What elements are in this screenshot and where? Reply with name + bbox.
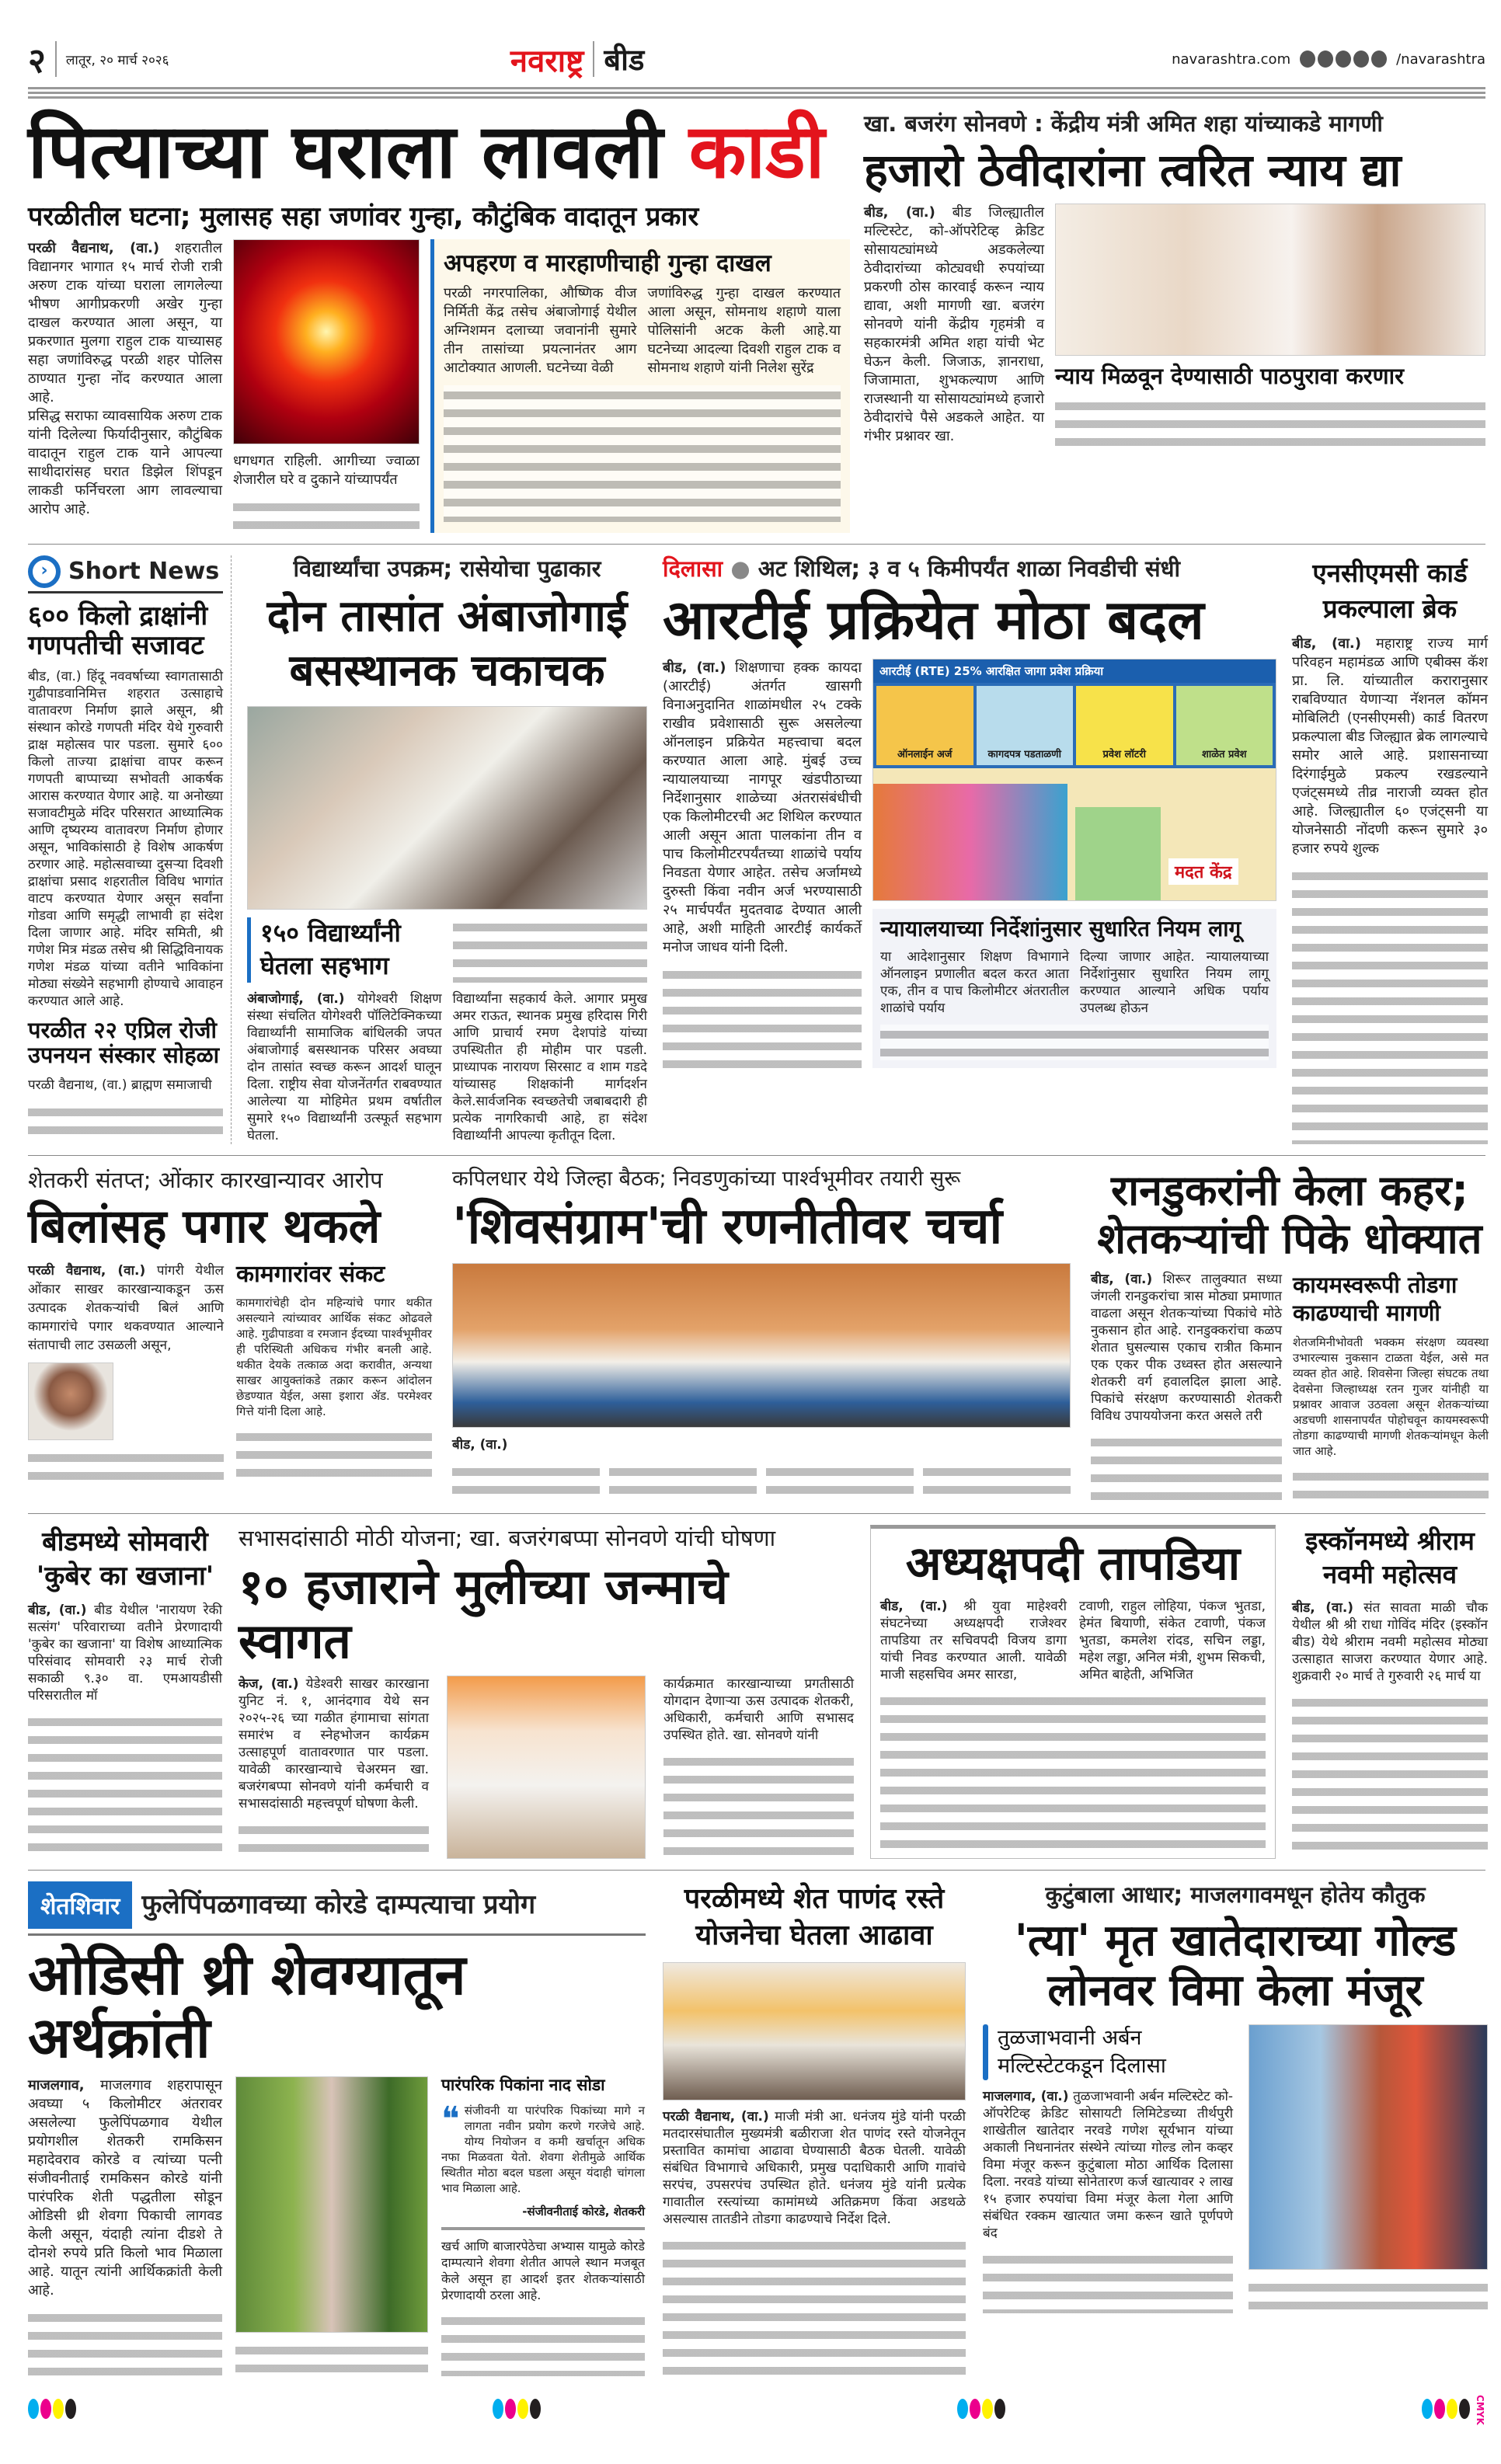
iskcon-article	[1292, 1525, 1488, 1859]
dateline: केज, (वा.)	[239, 1676, 299, 1692]
dateline: बीड, (वा.)	[1091, 1271, 1153, 1287]
text-filler	[233, 497, 420, 533]
kicker: कपिलधार येथे जिल्हा बैठक; निवडणुकांच्या पार्श्वभूमीवर तयारी सुरू	[452, 1166, 961, 1191]
paragraph: माजी मंत्री आ. धनंजय मुंडे यांनी परळी मतदारसंघातील मुख्यमंत्री बळीराजा शेत पाणंद रस्ते योजनेतून प्रस्तावित कामांचा आढावा घेण्यासाठी बैठक घेतली. यावेळी संबंधित विभागाचे अधिकारी, प्रमुख पदाधिकारी आणि गावांचे सरपंच, उपसरपंच उपस्थित होते. धनंजय मुंडे यांनी प्रत्येक गावातील रस्त्यांच्या कामांमध्ये अतिक्रमण किंवा अडथळे असल्यास तातडीने तोडगा काढण्याचे निर्देश दिले.	[663, 2108, 966, 2227]
article-body	[28, 2076, 222, 2300]
article-body	[983, 2088, 1233, 2242]
section-label: शेतशिवार	[28, 1881, 132, 1929]
text-filler	[441, 2311, 645, 2376]
short-news-title: परळीत २२ एप्रिल रोजी उपनयन संस्कार सोहळा	[28, 1016, 220, 1069]
step-online: ऑनलाईन अर्ज	[876, 686, 973, 765]
subhead-col-1: या आदेशानुसार शिक्षण विभागाने ऑनलाइन प्रणालीत बदल करत आता एक, तीन व पाच किलोमीटर अंतरातील शाळांचे पर्याय	[880, 949, 1069, 1017]
edition: बीड	[604, 43, 645, 77]
text-filler	[28, 1448, 224, 1484]
text-filler	[28, 2308, 222, 2376]
text-filler	[880, 1025, 1269, 1060]
headline: रानडुकरांनी केला कहर; शेतकऱ्यांची पिके धोक्यात	[1097, 1165, 1482, 1263]
text-filler	[1292, 866, 1488, 1144]
headline: हजारो ठेवीदारांना त्वरित न्याय द्या	[864, 143, 1402, 197]
social-icons	[1300, 50, 1387, 68]
text-filler	[235, 2340, 428, 2376]
paragraph: संत सावता माळी चौक येथील श्री श्री राधा गोविंद मंदिर (इस्कॉन बीड) येथे श्रीराम नवमी महोत्सव मोठ्या उत्साहात साजरा करण्यात येणार आहे. शुक्रवारी २० मार्च ते गुरुवारी २६ मार्च या	[1292, 1600, 1489, 1685]
masthead	[28, 36, 1485, 82]
quote-author: -संजीवनीताई कोरडे, शेतकरी	[522, 2204, 645, 2219]
headline: परळीमध्ये शेत पाणंद रस्ते योजनेचा घेतला आढावा	[684, 1882, 945, 1951]
subhead-box	[872, 909, 1276, 1068]
text-filler	[1292, 1693, 1488, 1859]
text-filler	[983, 2250, 1233, 2313]
article-body-2: विद्यार्थ्यांना सहकार्य केले. आगार प्रमुख अमर राऊत, स्थानक प्रमुख हरिदास गिरी आणि प्राचार्य रमण देशपांडे यांच्या उपस्थितीत ही मोहीम पार पडली. प्राध्यापक नारायण सिरसाट व शाम गडदे यांच्यासह शिक्षकांनी मार्गदर्शन केले.सार्वजनिक स्वच्छतेची जबाबदारी ही प्रत्येक नागरिकाची आहे, हा संदेश विद्यार्थ्यांनी आपल्या कृतीतून दिला.	[452, 990, 647, 1143]
text-filler	[663, 1752, 854, 1859]
subhead: तुळजाभवानी अर्बन मल्टिस्टेटकडून दिलासा	[998, 2025, 1166, 2078]
text-filler	[239, 1820, 429, 1859]
box-col-1: परळी नगरपालिका, औष्णिक वीज निर्मिती केंद्र तसेच अंबाजोगाई येथील अग्निशमन दलाच्या जवानांनी सुमारे तीन तासांच्या प्रयत्नानंतर आग आटोक्यात आणली. घटनेच्या वेळी	[444, 285, 637, 377]
paragraph: बीड जिल्ह्यातील मल्टिस्टेट, को-ऑपरेटिव्ह क्रेडिट सोसायट्यांमध्ये अडकलेल्या ठेवीदारांच्या कोट्यवधी रुपयांच्या प्रकरणी ठोस कारवाई करून न्याय द्यावा, अशी मागणी खा. बजरंग सोनवणे यांनी केंद्रीय गृहमंत्री व सहकारमंत्री अमित शहा यांची भेट घेऊन केली. जिजाऊ, ज्ञानराधा, जिजामाता, शुभकल्याण आणि राजस्थानी या सोसायट्यांमध्ये हजारो ठेवीदारांचे पैसे अडकले आहेत. या गंभीर प्रश्नावर खा.	[864, 204, 1044, 444]
help-desk-label: मदत केंद्र	[1168, 858, 1238, 885]
text-filler	[453, 917, 648, 982]
text-filler	[1249, 2278, 1488, 2313]
article-body	[663, 2108, 966, 2228]
short-news-body: बीड, (वा.) हिंदू नववर्षाच्या स्वागतासाठी गुढीपाडवानिमित्त शहरात उत्साहाचे वातावरण निर्माण झाले असून, श्री संस्थान कोरडे गणपती मंदिर येथे गुरुवारी द्राक्ष महोत्सव पार पडला. सुमारे ६०० किलो ताज्या द्राक्षांचा वापर करून गणपती बाप्पाच्या सभोवती आकर्षक आरास करण्यात येणार आहे. या अनोख्या सजावटीमुळे मंदिर परिसरात आध्यात्मिक आणि दृष्यरम्य वातावरण निर्माण होणार असून, भाविकांसाठी हे विशेष आकर्षण ठरणार आहे. महोत्सवाच्या दुसऱ्या दिवशी द्राक्षांचा प्रसाद शहरातील विविध भागांत वाटप करण्यात येणार असून सर्वांना गोडवा आणि समृद्धी लाभावी हा संदेश दिला जाणार आहे. मंदिर समिती, श्री गणेश मित्र मंडळ तसेच श्री सिद्धिविनायक गणेश मंडळ यांच्या वतीने भाविकांना मोठ्या संख्येने सहभागी होण्याचे आवाहन करण्यात आले आहे.	[28, 668, 223, 1009]
page-number: २	[28, 41, 46, 81]
dateline: परळी वैद्यनाथ, (वा.)	[28, 239, 160, 256]
text-filler	[1293, 1467, 1489, 1502]
quote-title: पारंपरिक पिकांना नाद सोडा	[441, 2076, 605, 2095]
article-body	[864, 204, 1044, 446]
subhead-col-2: दिल्या जाणार आहेत. न्यायालयाच्या निर्देशांनुसार सुधारित नियम लागू करण्यात आल्याने अधिक पर्याय उपलब्ध होऊन	[1080, 949, 1269, 1017]
divider	[55, 41, 57, 77]
dateline: परळी वैद्यनाथ, (वा.)	[28, 1262, 146, 1279]
header-rule	[28, 87, 1485, 99]
text-filler	[452, 1462, 1071, 1503]
paragraph: पांगरी येथील ओंकार साखर कारखान्याकडून ऊस उत्पादक शेतकऱ्यांची बिलं आणि कामगारांचे पगार थकवण्यात आल्याने संतापाची लाट उसळली असून,	[28, 1262, 225, 1353]
paragraph: येडेश्वरी साखर कारखाना युनिट नं. १, आनंदगाव येथे सन २०२५-२६ च्या गळीत हंगामाचा सांगता समारंभ व स्नेहभोजन कार्यक्रम उत्साहपूर्ण वातावरणात पार पडला. यावेळी कारखान्याचे चेअरमन खा. बजरंगबप्पा सोनवणे यांनी कर्मचारी व सभासदांसाठी महत्त्वपूर्ण घोषणा केली.	[239, 1676, 430, 1811]
paragraph: बीड येथील 'नारायण रेकी सत्संग' परिवाराच्या वतीने प्रेरणादायी 'कुबेर का खजाना' या विशेष आध्यात्मिक परिसंवाद सोमवारी २३ मार्च रोजी सकाळी ९.३० वा. एमआयडीसी परिसरातील मॉ	[28, 1602, 223, 1704]
headline-red: काडी	[688, 108, 825, 195]
omkar-article	[28, 1167, 432, 1503]
lead-headline	[28, 110, 856, 194]
headline: आरटीई प्रक्रियेत मोठा बदल	[663, 588, 1204, 653]
speaker-photo	[447, 1676, 646, 1859]
dateline: परळी वैद्यनाथ, (वा.)	[663, 2108, 769, 2125]
dateline: बीड, (वा.)	[1292, 635, 1361, 652]
logo[interactable]: नवराष्ट्र	[510, 43, 584, 79]
cmyk-registration-marks	[28, 2399, 78, 2422]
insurance-handover-photo	[1249, 2024, 1488, 2270]
headline: अध्यक्षपदी तापडिया	[905, 1537, 1241, 1592]
bus-stand-photo	[247, 706, 647, 910]
cmyk-label: CMYK	[1475, 2395, 1485, 2425]
box-title: अपहरण व मारहाणीचाही गुन्हा दाखल	[444, 249, 771, 277]
x-icon[interactable]	[1336, 50, 1351, 68]
paragraph: शिक्षणाचा हक्क कायदा (आरटीई) अंतर्गत खासगी विनाअनुदानित शाळांमधील २५ टक्के राखीव प्रवेशासाठी सुरू असलेल्या ऑनलाइन प्रक्रियेत महत्त्वाचा बदल करण्यात आला आहे. मुंबई उच्च न्यायालयाच्या नागपूर खंडपीठाच्या निर्देशानुसार शाळेच्या अंतरासंबंधीची एक किलोमीटरची अट शिथिल करण्यात आली असून आता पालकांना तीन व पाच किलोमीटरपर्यंतच्या शाळांचे पर्याय निवडता येणार आहेत. तसेच अर्जामध्ये दुरुस्ती किंवा नवीन अर्ज भरण्यासाठी २५ मार्चपर्यंत मुदतवाढ देण्यात आली आहे, अशी माहिती आरटीई कार्यकर्ते मनोज जाधव यांनी दिली.	[663, 659, 862, 955]
article-body	[1292, 1599, 1488, 1685]
lead-article	[28, 110, 856, 533]
dateline: माजलगाव,	[28, 2077, 85, 2094]
article-body	[239, 1676, 429, 1812]
review-meeting-photo	[663, 1962, 966, 2100]
headline: एनसीएमसी कार्ड प्रकल्पाला ब्रेक	[1312, 557, 1468, 624]
subhead-bar	[983, 2024, 988, 2081]
text-filler	[1091, 1432, 1282, 1503]
ncmc-article	[1292, 555, 1488, 1144]
dateline-text: बीड, (वा.)	[452, 1436, 508, 1453]
short-news-body: परळी वैद्यनाथ, (वा.) ब्राह्मण समाजाची	[28, 1077, 212, 1093]
kicker-text: अट शिथिल; ३ व ५ किमीपर्यंत शाळा निवडीची संधी	[757, 555, 1180, 582]
article-body	[28, 1602, 222, 1704]
dateline	[452, 1436, 1071, 1454]
cmyk-registration-marks	[493, 2399, 542, 2422]
article-body-2: टवाणी, राहुल लोहिया, पंकज भुतडा, हेमंत बियाणी, संकेत टवाणी, पंकज भुतडा, कमलेश रांदड, सचिन लड्डा, महेश लड्डा, अनिल मंत्री, शुभम सिकची, अमित बाहेती, अभिजित	[1079, 1599, 1266, 1683]
text-filler	[880, 1691, 1266, 1848]
shivsangram-article	[452, 1167, 1071, 1503]
article-body	[663, 659, 862, 957]
text-filler	[663, 965, 862, 1068]
parents-figures	[873, 784, 1067, 900]
kicker: शेतकरी संतप्त; ओंकार कारखान्यावर आरोप	[28, 1166, 383, 1193]
step-admission: शाळेत प्रवेश	[1176, 686, 1273, 765]
officer-figure	[1075, 807, 1161, 900]
person-photo	[28, 1363, 113, 1440]
article-body-2: खर्च आणि बाजारपेठेचा अभ्यास यामुळे कोरडे दाम्पत्याने शेवगा शेतीत आपले स्थान मजबूत केले असून हा आदर्श इतर शेतकऱ्यांसाठी प्रेरणादायी ठरला आहे.	[441, 2238, 645, 2302]
paragraph: तुळजाभवानी अर्बन मल्टिस्टेट को-ऑपरेटिव्ह क्रेडिट सोसायटी लिमिटेडच्या तीर्थपुरी शाखेतील खातेदार नरवडे गणेश सूर्यभान यांच्या अकाली निधनानंतर संस्थेने त्यांच्या गोल्ड लोन कव्हर विमा मंजूर करून कुटुंबाला मोठा आर्थिक दिलासा दिला. नरवडे यांच्या सोनेतारण कर्ज खात्यावर २ लाख १५ हजार रुपयांचा विमा मंजूर केला गेला आणि संबंधित रक्कम खात्यात जमा करून खाते पूर्णपणे बंद	[983, 2089, 1233, 2242]
dateline: बीड, (वा.)	[1292, 1600, 1354, 1617]
headline: इस्कॉनमध्ये श्रीराम नवमी महोत्सव	[1305, 1526, 1475, 1590]
headline: बिलांसह पगार थकले	[28, 1199, 381, 1255]
dateline: अंबाजोगाई, (वा.)	[247, 990, 345, 1007]
paragraph: शहरातील विद्यानगर भागात १५ मार्च रोजी रात्री अरुण टाक यांच्या घराला लागलेल्या भीषण आगीप्रकरणी अखेर गुन्हा दाखल करण्यात आला असून, या प्रकरणात मुलगा राहुल टाक याच्यासह सहा जणांविरुद्ध परळी शहर पोलिस ठाण्यात गुन्हा नोंद करण्यात आला आहे.	[28, 239, 222, 405]
sugar-article	[239, 1525, 854, 1859]
subhead-body: शेतजमिनीभोवती भक्कम संरक्षण व्यवस्था उभारल्यास नुकसान टाळता येईल, असे मत व्यक्त होत आहे. शिवसेना जिल्हा संघटक तथा देवसेना जिल्हाध्यक्ष रतन गुजर यांनीही या प्रश्नावर आवाज उठवला असून शेतकऱ्यांच्या अडचणी शासनापर्यंत पोहोचवून कायमस्वरूपी तोडगा काढण्याची मागणी शेतकऱ्यांमधून केली जात आहे.	[1293, 1335, 1489, 1459]
paragraph: शिरूर तालुक्यात सध्या जंगली रानडुकरांचा त्रास मोठ्या प्रमाणात वाढला असून शेतकऱ्यांच्या पिकांचे मोठे नुकसान होत आहे. रानडुक्करांचा कळप शेतात घुसल्यास एकाच रात्रीत किमान एक एकर पीक उध्वस्त होत असल्याने शेतकरी वर्ग हवालदिल झाला आहे. पिकांचे संरक्षण करण्यासाठी शेतकरी विविध उपाययोजना करत असले तरी	[1091, 1271, 1283, 1424]
lead-body	[28, 239, 222, 519]
rte-article	[663, 555, 1276, 1144]
odisi-article	[28, 1881, 646, 2376]
paragraph: महाराष्ट्र राज्य मार्ग परिवहन महामंडळ आणि एबीक्स कॅश प्रा. लि. यांच्यातील करारानुसार राबविण्यात येणाऱ्या नॅशनल कॉमन मोबिलिटी (एनसीएमसी) कार्ड वितरण प्रकल्पाला बीड जिल्ह्यात ब्रेक लागल्याचे समोर आले आहे. प्रशासनाच्या दिरंगाईमुळे प्रकल्प रखडल्याने एजंट्समध्ये तीव्र नाराजी व्यक्त होत आहे. जिल्ह्यातील ६० एजंट्सनी या योजनेसाठी नोंदणी करून सुमारे ३० हजार रुपये शुल्क	[1292, 635, 1488, 857]
headline: 'शिवसंग्राम'ची रणनीतीवर चर्चा	[452, 1197, 1003, 1255]
panand-article	[663, 1881, 966, 2376]
youtube-icon[interactable]	[1353, 50, 1369, 68]
article-body	[1292, 635, 1488, 858]
sidebar-box	[430, 239, 850, 533]
subhead: न्यायालयाच्या निर्देशांनुसार सुधारित नियम लागू	[880, 915, 1242, 941]
quote-text: संजीवनी या पारंपरिक पिकांच्या मागे न लागता नवीन प्रयोग करणे गरजेचे आहे. योग्य नियोजन व कमी खर्चातून अधिक नफा मिळवता येतो. शेवगा शेतीमुळे आर्थिक स्थितीत मोठा बदल घडला असून यंदाही चांगला भाव मिळाला आहे.	[441, 2103, 645, 2195]
tapdiya-box	[870, 1525, 1276, 1859]
ambajogai-article	[247, 555, 647, 1144]
headline: 'त्या' मृत खातेदाराच्या गोल्ड लोनवर विमा केला मंजूर	[1014, 1915, 1457, 2017]
text-filler	[28, 1712, 222, 1859]
headline: ओडिसी थ्री शेवग्यातून अर्थक्रांती	[28, 1941, 466, 2070]
footer	[28, 2387, 1485, 2425]
cmyk-registration-marks	[1422, 2399, 1471, 2422]
paragraph: श्री युवा माहेश्वरी संघटनेच्या अध्यक्षपदी राजेश्वर तापडिया तर सचिवपदी विजय डागा यांची निवड करण्यात आली. यावेळी माजी सहसचिव अमर सारडा,	[880, 1599, 1067, 1683]
website[interactable]: navarashtra.com	[1172, 50, 1291, 68]
article-body	[880, 1598, 1067, 1683]
divider	[441, 2227, 645, 2230]
photo-caption-text: धगधगत राहिली. आगीच्या ज्वाळा शेजारील घरे व दुकाने यांच्यापर्यंत	[233, 452, 420, 488]
article-body-2: कार्यक्रमात कारखान्याच्या प्रगतीसाठी योगदान देणाऱ्या ऊस उत्पादक शेतकरी, अधिकारी, कर्मचारी आणि सभासद उपस्थित होते. खा. सोनवणे यांनी	[663, 1676, 854, 1743]
kicker: विद्यार्थ्यांचा उपक्रम; रासेयोचा पुढाकार	[293, 555, 601, 582]
short-news-title: ६०० किलो द्राक्षांनी गणपतीची सजावट	[28, 600, 208, 661]
article-body	[247, 990, 442, 1144]
kuber-article	[28, 1525, 222, 1859]
box-col-2: जणांविरुद्ध गुन्हा दाखल करण्यात आला असून, सोमनाथ शहाणे याला पोलिसांनी अटक केली आहे.या घटनेच्या आदल्या दिवशी राहुल टाक व सोमनाथ शहाणे यांनी निलेश सुरेंद्र	[647, 285, 841, 377]
paragraph: प्रसिद्ध सराफा व्यावसायिक अरुण टाक यांनी दिलेल्या फिर्यादीनुसार, कौटुंबिक वादातून राहुल टाक याने आपल्या साथीदारांसह घरात डिझेल शिंपडून लाकडी फर्निचरला आग लावल्याचा आरोप आहे.	[28, 407, 222, 517]
linkedin-icon[interactable]	[1371, 50, 1387, 68]
farm-couple-photo	[235, 2076, 428, 2333]
randukkar-article	[1091, 1167, 1489, 1503]
step-lottery: प्रवेश लॉटरी	[1076, 686, 1173, 765]
tag: दिलासा	[663, 555, 723, 582]
instagram-icon[interactable]	[1318, 50, 1333, 68]
divider	[593, 41, 594, 77]
group-photo	[452, 1263, 1071, 1428]
article-body	[1091, 1271, 1282, 1425]
cmyk-registration-marks	[957, 2399, 1007, 2422]
text-filler	[1055, 396, 1485, 446]
dateline: माजलगाव, (वा.)	[983, 2089, 1069, 2105]
text-filler	[663, 2236, 966, 2377]
text-filler	[28, 1102, 223, 1144]
box-title: १५० विद्यार्थ्यांनी घेतला सहभाग	[247, 917, 442, 982]
sonawane-article	[864, 110, 1485, 533]
date: लातूर, २० मार्च २०२६	[65, 52, 169, 68]
lead-subhead: परळीतील घटना; मुलासह सहा जणांवर गुन्हा, कौटुंबिक वादातून प्रकार	[28, 200, 699, 232]
quote-icon: ❝	[441, 2099, 460, 2139]
dateline: बीड, (वा.)	[663, 659, 726, 676]
illustration-banner: आरटीई (RTE) 25% आरक्षित जागा प्रवेश प्रक्रिया	[873, 660, 1276, 683]
text-filler	[236, 1427, 432, 1483]
text-filler	[444, 385, 841, 521]
facebook-icon[interactable]	[1300, 50, 1315, 68]
article-body	[28, 1262, 224, 1355]
meeting-photo	[1055, 204, 1485, 356]
kicker: फुलेपिंपळगावच्या कोरडे दाम्पत्याचा प्रयोग	[141, 1889, 536, 1921]
headline: बीडमध्ये सोमवारी 'कुबेर का खजाना'	[36, 1526, 214, 1592]
step-documents: कागदपत्र पडताळणी	[977, 686, 1074, 765]
dateline: बीड, (वा.)	[28, 1602, 87, 1618]
subhead: कामगारांवर संकट	[236, 1260, 385, 1288]
dateline: बीड, (वा.)	[880, 1599, 948, 1615]
fire-photo	[233, 239, 420, 444]
dateline: बीड, (वा.)	[864, 204, 935, 221]
short-news-column	[28, 555, 232, 1144]
kicker: कुटुंबाला आधार; माजलगावमधून होतेय कौतुक	[1045, 1881, 1426, 1908]
paragraph: योगेश्वरी शिक्षण संस्था संचलित योगेश्वरी पॉलिटेक्निकच्या विद्यार्थ्यांनी सामाजिक बांधिलकी जपत अंबाजोगाई बसस्थानक परिसर अवघ्या दोन तासांत स्वच्छ करून आदर्श घालून दिला. राष्ट्रीय सेवा योजनेंतर्गत राबवण्यात आलेल्या या मोहिमेत प्रथम वर्षातील सुमारे १५० विद्यार्थ्यांनी उत्स्फूर्त सहभाग घेतला.	[247, 990, 442, 1143]
subhead: कायमस्वरूपी तोडगा काढण्याची मागणी	[1293, 1271, 1457, 1327]
headline: १० हजाराने मुलीच्या जन्माचे स्वागत	[239, 1558, 729, 1669]
kicker	[663, 555, 1276, 583]
short-news-label: Short News	[68, 557, 220, 585]
bullet-icon: ●	[730, 555, 750, 582]
kicker: सभासदांसाठी मोठी योजना; खा. बजरंगबप्पा सोनवणे यांची घोषणा	[239, 1525, 776, 1552]
headline: दोन तासांत अंबाजोगाई बसस्थानक चकाचक	[266, 591, 628, 697]
kicker: खा. बजरंग सोनवणे : केंद्रीय मंत्री अमित शहा यांच्याकडे मागणी	[864, 110, 1383, 137]
subhead-body: कामगारांचेही दोन महिन्यांचे पगार थकीत असल्याने त्यांच्यावर आर्थिक संकट ओढवले आहे. गुढीपाडवा व रमजान ईदच्या पार्श्वभूमीवर ही परिस्थिती अधिकच गंभीर बनली आहे. थकीत देयके तत्काळ अदा करावीत, अन्यथा साखर आयुक्तांकडे तक्रार करून आंदोलन छेडण्यात येईल, असा इशारा ॲड. परमेश्वर गित्ते यांनी दिला आहे.	[236, 1296, 432, 1419]
gold-loan-article	[983, 1881, 1488, 2376]
short-news-icon: ›	[28, 555, 61, 588]
rte-illustration	[872, 659, 1276, 901]
paragraph: माजलगाव शहरापासून अवघ्या ५ किलोमीटर अंतरावर असलेल्या फुलेपिंपळगाव येथील प्रयोगशील शेतकरी रामकिसन महादेवराव कोरडे व त्यांच्या पत्नी संजीवनीताई रामकिसन कोरडे यांनी पारंपरिक शेती पद्धतीला सोडून ओडिसी थ्री शेवगा पिकाची लागवड केली असून, यंदाही त्यांना दीडशे ते दोनशे रुपये प्रति किलो भाव मिळाला आहे. यातून त्यांनी आर्थिकक्रांती केली आहे.	[28, 2077, 222, 2299]
headline-black: पित्याच्या घराला लावली	[28, 108, 663, 195]
social-handle[interactable]: /navarashtra	[1396, 50, 1485, 68]
subhead: न्याय मिळवून देण्यासाठी पाठपुरावा करणार	[1055, 362, 1404, 389]
